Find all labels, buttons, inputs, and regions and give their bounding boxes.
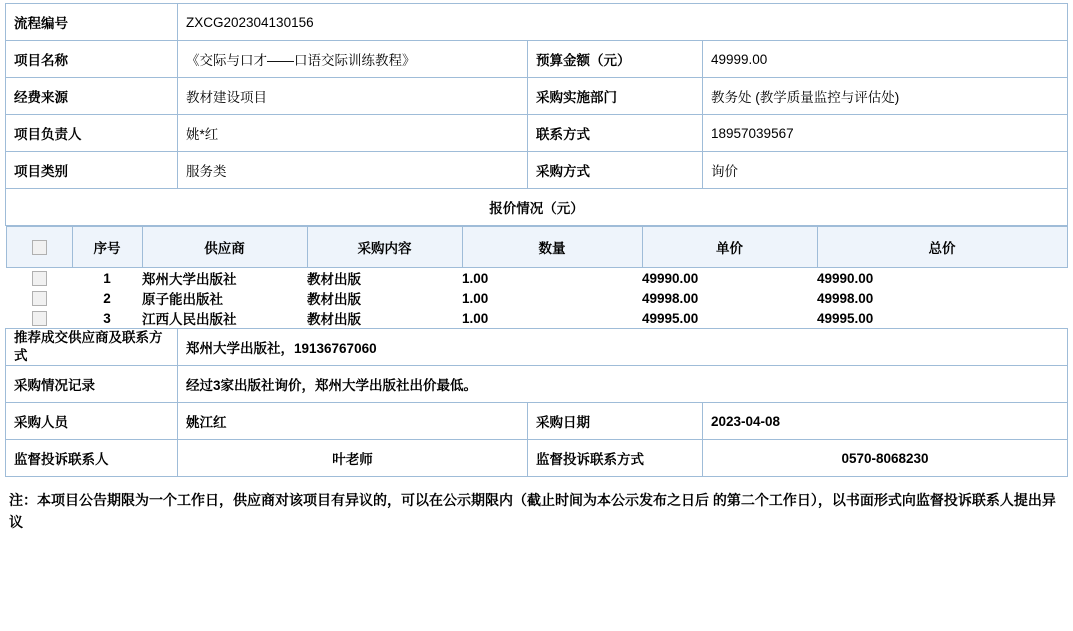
cell-price-3: 49995.00 bbox=[642, 308, 817, 328]
cell-content-2: 教材出版 bbox=[307, 288, 462, 308]
table-row-recommend bbox=[6, 329, 1068, 366]
header-total-price: 总价 bbox=[817, 227, 1067, 268]
table-row-quotes-container bbox=[6, 226, 1068, 329]
label-buyer: 采购人员 bbox=[6, 403, 178, 440]
value-contact: 18957039567 bbox=[703, 115, 1068, 152]
table-row-supervisor bbox=[6, 440, 1068, 477]
cell-total-1: 49990.00 bbox=[817, 268, 1067, 289]
header-content: 采购内容 bbox=[307, 227, 462, 268]
value-record: 经过3家出版社询价，郑州大学出版社出价最低。 bbox=[178, 366, 1068, 403]
cell-qty-1: 1.00 bbox=[462, 268, 642, 289]
cell-total-3: 49995.00 bbox=[817, 308, 1067, 328]
checkbox-row-3[interactable] bbox=[32, 311, 47, 326]
value-method: 询价 bbox=[703, 152, 1068, 189]
cell-total-2: 49998.00 bbox=[817, 288, 1067, 308]
header-index: 序号 bbox=[72, 227, 142, 268]
cell-qty-2: 1.00 bbox=[462, 288, 642, 308]
table-row-record bbox=[6, 366, 1068, 403]
label-supervisor: 监督投诉联系人 bbox=[6, 440, 178, 477]
value-date: 2023-04-08 bbox=[703, 403, 1068, 440]
table-row-fund-source bbox=[6, 78, 1068, 115]
cell-supplier-2: 原子能出版社 bbox=[142, 288, 307, 308]
value-fund-source: 教材建设项目 bbox=[178, 78, 528, 115]
label-process-no: 流程编号 bbox=[6, 4, 178, 41]
procurement-info-table bbox=[5, 3, 1068, 477]
announcement-note: 注：本项目公告期限为一个工作日，供应商对该项目有异议的，可以在公示期限内（截止时间为本公示发布之日后 的第二个工作日），以书面形式向监督投诉联系人提出异议 bbox=[9, 492, 1056, 531]
header-select-all bbox=[6, 227, 72, 268]
cell-supplier-3: 江西人民出版社 bbox=[142, 308, 307, 328]
checkbox-row-2[interactable] bbox=[32, 291, 47, 306]
value-budget: 49999.00 bbox=[703, 41, 1068, 78]
table-row bbox=[6, 288, 1067, 308]
cell-price-2: 49998.00 bbox=[642, 288, 817, 308]
value-category: 服务类 bbox=[178, 152, 528, 189]
label-contact: 联系方式 bbox=[528, 115, 703, 152]
value-project-name: 《交际与口才——口语交际训练教程》 bbox=[178, 41, 528, 78]
label-budget: 预算金额（元） bbox=[528, 41, 703, 78]
cell-supplier-1: 郑州大学出版社 bbox=[142, 268, 307, 289]
checkbox-select-all[interactable] bbox=[32, 240, 47, 255]
quotes-cell bbox=[6, 226, 1068, 329]
table-row-project-name bbox=[6, 41, 1068, 78]
label-method: 采购方式 bbox=[528, 152, 703, 189]
table-row-section-title bbox=[6, 189, 1068, 226]
value-purchase-dept: 教务处 (教学质量监控与评估处) bbox=[703, 78, 1068, 115]
label-recommend: 推荐成交供应商及联系方式 bbox=[6, 329, 178, 366]
label-category: 项目类别 bbox=[6, 152, 178, 189]
value-recommend: 郑州大学出版社，19136767060 bbox=[178, 329, 1068, 366]
table-row bbox=[6, 268, 1067, 289]
label-record: 采购情况记录 bbox=[6, 366, 178, 403]
table-row-category bbox=[6, 152, 1068, 189]
cell-content-3: 教材出版 bbox=[307, 308, 462, 328]
header-quantity: 数量 bbox=[462, 227, 642, 268]
label-owner: 项目负责人 bbox=[6, 115, 178, 152]
label-fund-source: 经费来源 bbox=[6, 78, 178, 115]
checkbox-row-1[interactable] bbox=[32, 271, 47, 286]
label-supervisor-contact: 监督投诉联系方式 bbox=[528, 440, 703, 477]
value-supervisor-contact: 0570-8068230 bbox=[703, 440, 1068, 477]
label-date: 采购日期 bbox=[528, 403, 703, 440]
table-row-owner bbox=[6, 115, 1068, 152]
row-checkbox-cell bbox=[6, 308, 72, 328]
cell-content-1: 教材出版 bbox=[307, 268, 462, 289]
table-row-buyer bbox=[6, 403, 1068, 440]
quotes-table bbox=[6, 226, 1068, 328]
cell-index-3: 3 bbox=[72, 308, 142, 328]
value-process-no: ZXCG202304130156 bbox=[178, 4, 1068, 41]
row-checkbox-cell bbox=[6, 288, 72, 308]
label-project-name: 项目名称 bbox=[6, 41, 178, 78]
cell-index-2: 2 bbox=[72, 288, 142, 308]
table-row-process-no bbox=[6, 4, 1068, 41]
header-unit-price: 单价 bbox=[642, 227, 817, 268]
cell-qty-3: 1.00 bbox=[462, 308, 642, 328]
value-owner: 姚*红 bbox=[178, 115, 528, 152]
value-supervisor: 叶老师 bbox=[178, 440, 528, 477]
cell-price-1: 49990.00 bbox=[642, 268, 817, 289]
quotes-header-row bbox=[6, 227, 1067, 268]
label-purchase-dept: 采购实施部门 bbox=[528, 78, 703, 115]
cell-index-1: 1 bbox=[72, 268, 142, 289]
section-title-quotes: 报价情况（元） bbox=[6, 189, 1068, 226]
value-buyer: 姚江红 bbox=[178, 403, 528, 440]
row-checkbox-cell bbox=[6, 268, 72, 289]
table-row bbox=[6, 308, 1067, 328]
header-supplier: 供应商 bbox=[142, 227, 307, 268]
